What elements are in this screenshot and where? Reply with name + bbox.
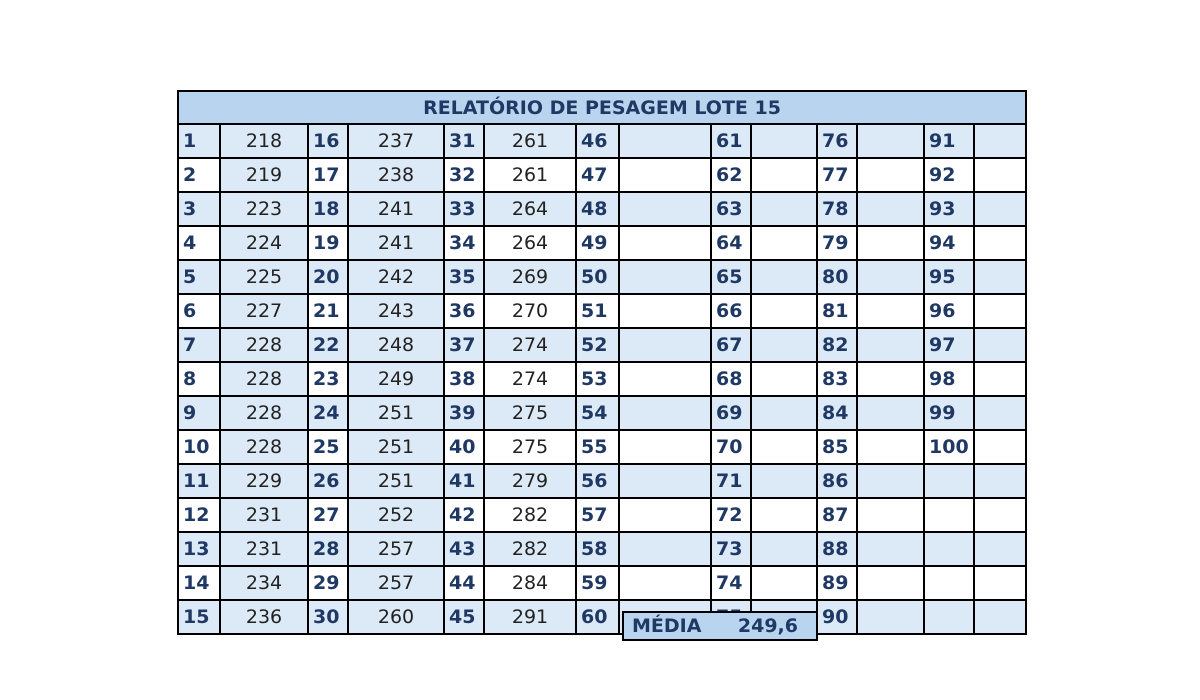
item-number-cell: 4 [178, 226, 220, 260]
item-number-cell: 11 [178, 464, 220, 498]
weight-value-cell: 249 [348, 362, 444, 396]
weight-value-cell: 241 [348, 226, 444, 260]
item-number-cell: 6 [178, 294, 220, 328]
table-row [178, 260, 1026, 294]
average-value: 249,6 [737, 615, 798, 637]
weight-value-cell [857, 532, 924, 566]
weight-value-cell [751, 498, 817, 532]
item-number-cell: 93 [924, 192, 974, 226]
item-number-cell [924, 566, 974, 600]
item-number-cell: 74 [711, 566, 751, 600]
title-row [178, 91, 1026, 124]
weight-value-cell [751, 294, 817, 328]
weight-value-cell: 228 [220, 430, 308, 464]
item-number-cell: 10 [178, 430, 220, 464]
weight-value-cell [751, 396, 817, 430]
weight-value-cell [619, 430, 711, 464]
weight-value-cell [974, 158, 1026, 192]
item-number-cell: 63 [711, 192, 751, 226]
item-number-cell: 81 [817, 294, 857, 328]
item-number-cell: 79 [817, 226, 857, 260]
item-number-cell: 33 [444, 192, 484, 226]
weight-value-cell [751, 226, 817, 260]
weight-value-cell [974, 532, 1026, 566]
weight-value-cell: 238 [348, 158, 444, 192]
table-row [178, 328, 1026, 362]
weight-value-cell [974, 600, 1026, 634]
weight-value-cell: 264 [484, 226, 576, 260]
item-number-cell: 64 [711, 226, 751, 260]
item-number-cell: 97 [924, 328, 974, 362]
item-number-cell: 92 [924, 158, 974, 192]
weight-value-cell: 269 [484, 260, 576, 294]
weight-value-cell: 237 [348, 124, 444, 158]
weight-value-cell: 225 [220, 260, 308, 294]
item-number-cell: 91 [924, 124, 974, 158]
weight-value-cell [751, 430, 817, 464]
table-row [178, 362, 1026, 396]
weight-value-cell [619, 158, 711, 192]
item-number-cell: 88 [817, 532, 857, 566]
item-number-cell [924, 532, 974, 566]
table-row [178, 600, 1026, 634]
weight-value-cell [857, 396, 924, 430]
table-row [178, 464, 1026, 498]
item-number-cell: 55 [576, 430, 619, 464]
weight-value-cell: 228 [220, 396, 308, 430]
item-number-cell: 47 [576, 158, 619, 192]
item-number-cell: 14 [178, 566, 220, 600]
weight-value-cell: 257 [348, 532, 444, 566]
weight-value-cell: 218 [220, 124, 308, 158]
item-number-cell: 67 [711, 328, 751, 362]
item-number-cell: 36 [444, 294, 484, 328]
item-number-cell: 59 [576, 566, 619, 600]
weight-value-cell [751, 328, 817, 362]
weight-value-cell: 261 [484, 158, 576, 192]
item-number-cell: 78 [817, 192, 857, 226]
item-number-cell: 9 [178, 396, 220, 430]
item-number-cell: 83 [817, 362, 857, 396]
item-number-cell: 7 [178, 328, 220, 362]
table-row [178, 294, 1026, 328]
item-number-cell: 18 [308, 192, 348, 226]
item-number-cell: 31 [444, 124, 484, 158]
weight-value-cell [751, 192, 817, 226]
weight-value-cell: 264 [484, 192, 576, 226]
weight-value-cell [619, 498, 711, 532]
item-number-cell: 65 [711, 260, 751, 294]
weight-value-cell: 236 [220, 600, 308, 634]
weight-value-cell: 242 [348, 260, 444, 294]
item-number-cell: 40 [444, 430, 484, 464]
table-row [178, 396, 1026, 430]
weight-value-cell [751, 362, 817, 396]
weight-value-cell: 275 [484, 396, 576, 430]
weight-value-cell [974, 294, 1026, 328]
item-number-cell: 19 [308, 226, 348, 260]
item-number-cell: 17 [308, 158, 348, 192]
item-number-cell: 72 [711, 498, 751, 532]
item-number-cell: 39 [444, 396, 484, 430]
item-number-cell: 32 [444, 158, 484, 192]
item-number-cell: 99 [924, 396, 974, 430]
weight-value-cell: 279 [484, 464, 576, 498]
item-number-cell: 60 [576, 600, 619, 634]
weight-value-cell: 229 [220, 464, 308, 498]
item-number-cell: 52 [576, 328, 619, 362]
item-number-cell: 77 [817, 158, 857, 192]
item-number-cell: 71 [711, 464, 751, 498]
weighing-report-table [177, 90, 1027, 635]
item-number-cell: 28 [308, 532, 348, 566]
item-number-cell: 16 [308, 124, 348, 158]
weight-value-cell: 270 [484, 294, 576, 328]
weight-value-cell [857, 498, 924, 532]
weight-value-cell [751, 532, 817, 566]
weight-value-cell: 257 [348, 566, 444, 600]
item-number-cell: 53 [576, 362, 619, 396]
item-number-cell: 29 [308, 566, 348, 600]
average-label: MÉDIA [632, 615, 702, 637]
item-number-cell: 21 [308, 294, 348, 328]
weight-value-cell: 231 [220, 532, 308, 566]
item-number-cell: 82 [817, 328, 857, 362]
table-row [178, 498, 1026, 532]
item-number-cell: 76 [817, 124, 857, 158]
weight-value-cell [857, 430, 924, 464]
table-row [178, 430, 1026, 464]
weight-value-cell [974, 430, 1026, 464]
table-row [178, 124, 1026, 158]
weight-value-cell [857, 260, 924, 294]
item-number-cell: 48 [576, 192, 619, 226]
item-number-cell: 95 [924, 260, 974, 294]
weight-value-cell [857, 566, 924, 600]
item-number-cell: 56 [576, 464, 619, 498]
item-number-cell: 46 [576, 124, 619, 158]
item-number-cell: 24 [308, 396, 348, 430]
weight-value-cell: 274 [484, 362, 576, 396]
item-number-cell: 73 [711, 532, 751, 566]
item-number-cell: 22 [308, 328, 348, 362]
table-row [178, 226, 1026, 260]
weight-value-cell: 228 [220, 362, 308, 396]
item-number-cell: 54 [576, 396, 619, 430]
item-number-cell: 86 [817, 464, 857, 498]
weight-value-cell: 252 [348, 498, 444, 532]
item-number-cell: 50 [576, 260, 619, 294]
item-number-cell: 2 [178, 158, 220, 192]
weight-value-cell [751, 124, 817, 158]
weight-value-cell [857, 294, 924, 328]
weight-value-cell [974, 124, 1026, 158]
item-number-cell: 1 [178, 124, 220, 158]
weight-value-cell [974, 260, 1026, 294]
item-number-cell: 45 [444, 600, 484, 634]
weight-value-cell [751, 260, 817, 294]
item-number-cell [924, 498, 974, 532]
weight-value-cell: 251 [348, 430, 444, 464]
item-number-cell: 20 [308, 260, 348, 294]
weight-value-cell [974, 396, 1026, 430]
item-number-cell [924, 600, 974, 634]
item-number-cell: 98 [924, 362, 974, 396]
weight-value-cell [857, 124, 924, 158]
weight-value-cell [619, 328, 711, 362]
item-number-cell: 8 [178, 362, 220, 396]
item-number-cell: 38 [444, 362, 484, 396]
weight-value-cell [974, 362, 1026, 396]
weight-value-cell [974, 226, 1026, 260]
item-number-cell: 58 [576, 532, 619, 566]
weight-value-cell [857, 464, 924, 498]
weight-value-cell: 224 [220, 226, 308, 260]
table-row [178, 192, 1026, 226]
item-number-cell: 89 [817, 566, 857, 600]
weight-value-cell: 243 [348, 294, 444, 328]
weight-value-cell [857, 600, 924, 634]
item-number-cell: 87 [817, 498, 857, 532]
item-number-cell: 37 [444, 328, 484, 362]
item-number-cell: 3 [178, 192, 220, 226]
weight-value-cell [619, 260, 711, 294]
weight-value-cell: 260 [348, 600, 444, 634]
item-number-cell: 23 [308, 362, 348, 396]
item-number-cell: 80 [817, 260, 857, 294]
item-number-cell: 41 [444, 464, 484, 498]
weight-value-cell [857, 192, 924, 226]
report-title: RELATÓRIO DE PESAGEM LOTE 15 [178, 91, 1026, 124]
weight-value-cell [751, 464, 817, 498]
weight-value-cell [619, 226, 711, 260]
item-number-cell: 49 [576, 226, 619, 260]
item-number-cell: 70 [711, 430, 751, 464]
weight-value-cell: 282 [484, 498, 576, 532]
item-number-cell: 35 [444, 260, 484, 294]
item-number-cell: 61 [711, 124, 751, 158]
weight-value-cell: 234 [220, 566, 308, 600]
item-number-cell: 57 [576, 498, 619, 532]
item-number-cell: 100 [924, 430, 974, 464]
item-number-cell: 12 [178, 498, 220, 532]
weight-value-cell [619, 532, 711, 566]
weight-value-cell [857, 158, 924, 192]
item-number-cell: 15 [178, 600, 220, 634]
weight-value-cell: 227 [220, 294, 308, 328]
item-number-cell: 51 [576, 294, 619, 328]
item-number-cell: 27 [308, 498, 348, 532]
weight-value-cell: 291 [484, 600, 576, 634]
weight-value-cell: 228 [220, 328, 308, 362]
weight-value-cell [619, 192, 711, 226]
weight-value-cell [619, 362, 711, 396]
item-number-cell: 69 [711, 396, 751, 430]
table-row [178, 158, 1026, 192]
weight-value-cell [857, 328, 924, 362]
weight-value-cell: 282 [484, 532, 576, 566]
item-number-cell: 85 [817, 430, 857, 464]
item-number-cell: 66 [711, 294, 751, 328]
weight-value-cell [751, 158, 817, 192]
weight-value-cell [857, 226, 924, 260]
weight-value-cell: 219 [220, 158, 308, 192]
weight-value-cell: 261 [484, 124, 576, 158]
item-number-cell: 34 [444, 226, 484, 260]
item-number-cell: 30 [308, 600, 348, 634]
item-number-cell: 94 [924, 226, 974, 260]
weight-value-cell: 275 [484, 430, 576, 464]
table-row [178, 532, 1026, 566]
average-box [622, 611, 818, 641]
item-number-cell: 44 [444, 566, 484, 600]
item-number-cell: 96 [924, 294, 974, 328]
weight-value-cell [751, 566, 817, 600]
weight-value-cell [619, 566, 711, 600]
weight-value-cell [974, 192, 1026, 226]
weight-value-cell [619, 464, 711, 498]
item-number-cell: 90 [817, 600, 857, 634]
weight-value-cell: 284 [484, 566, 576, 600]
item-number-cell: 68 [711, 362, 751, 396]
weight-value-cell: 223 [220, 192, 308, 226]
item-number-cell: 62 [711, 158, 751, 192]
weight-value-cell: 241 [348, 192, 444, 226]
item-number-cell: 42 [444, 498, 484, 532]
weight-value-cell: 274 [484, 328, 576, 362]
weight-value-cell [974, 464, 1026, 498]
weight-value-cell: 251 [348, 396, 444, 430]
item-number-cell [924, 464, 974, 498]
weight-value-cell: 248 [348, 328, 444, 362]
item-number-cell: 13 [178, 532, 220, 566]
item-number-cell: 25 [308, 430, 348, 464]
weight-value-cell: 231 [220, 498, 308, 532]
weight-value-cell [974, 498, 1026, 532]
table-row [178, 566, 1026, 600]
weight-value-cell [619, 396, 711, 430]
item-number-cell: 84 [817, 396, 857, 430]
weight-value-cell [857, 362, 924, 396]
weight-value-cell [619, 294, 711, 328]
item-number-cell: 5 [178, 260, 220, 294]
weight-value-cell: 251 [348, 464, 444, 498]
item-number-cell: 43 [444, 532, 484, 566]
weight-value-cell [974, 328, 1026, 362]
weight-value-cell [619, 124, 711, 158]
item-number-cell: 26 [308, 464, 348, 498]
weight-value-cell [974, 566, 1026, 600]
